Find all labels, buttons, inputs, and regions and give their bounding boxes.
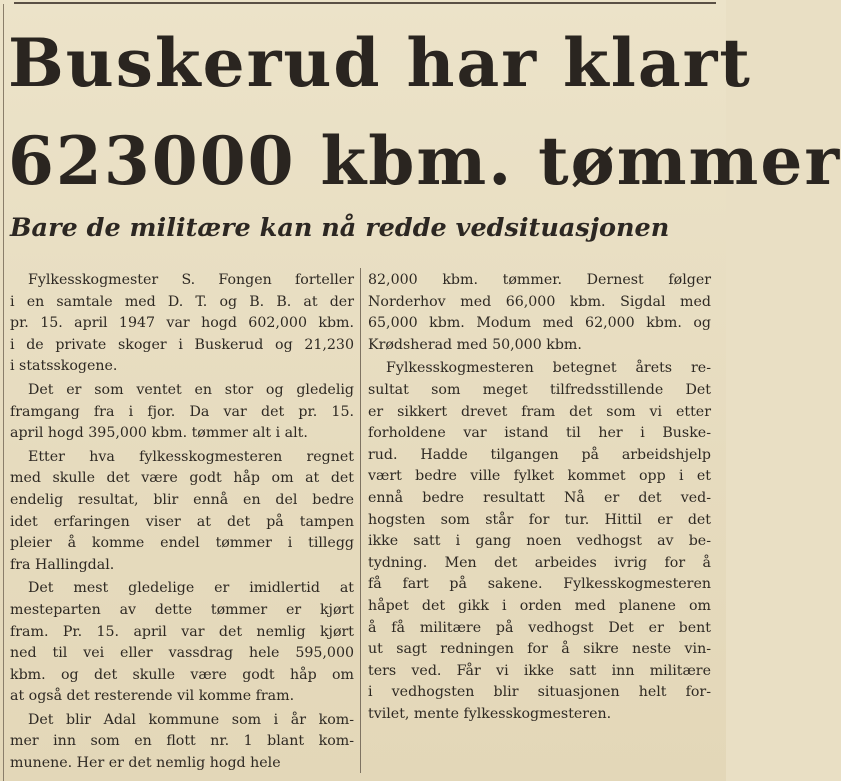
text-line: idet erfaringen viser at det på tampen (10, 513, 354, 530)
text-line: kbm. og det skulle være godt håp om (10, 666, 354, 683)
text-line: mesteparten av dette tømmer er kjørt (10, 601, 354, 618)
text-line: munene. Her er det nemlig hogd hele (10, 755, 281, 772)
text-line: forholdene var istand til her i Buske- (368, 425, 711, 442)
text-line: i de private skoger i Buskerud og 21,230 (10, 336, 354, 353)
text-line: i statsskogene. (10, 358, 118, 375)
text-line: endelig resultat, blir ennå en del bedre (10, 491, 354, 508)
text-line: tydning. Men det arbeides ivrig for å (368, 554, 711, 571)
text-line: tvilet, mente fylkesskogmesteren. (368, 705, 612, 722)
article-column-right (368, 270, 711, 725)
headline (8, 14, 841, 210)
text-line: Det blir Adal kommune som i år kom- (28, 711, 354, 728)
text-line: pr. 15. april 1947 var hogd 602,000 kbm. (10, 315, 354, 332)
text-line: rud. Hadde tilgangen på arbeidshjelp (368, 446, 711, 463)
paragraph (368, 270, 711, 356)
text-line: ikke satt i gang noen vedhogst av be- (368, 533, 711, 550)
text-line: ters ved. Får vi ikke satt inn militære (368, 662, 711, 679)
text-line: ut sagt redningen for å sikre neste vin- (368, 641, 711, 658)
text-line: ned til vei eller vassdrag hele 595,000 (10, 645, 354, 662)
text-line: å få militære på vedhogst Det er bent (368, 619, 711, 636)
headline-line-1: Buskerud har klart (8, 24, 752, 102)
text-line: vært bedre ville fylket kommet opp i et (368, 468, 711, 485)
headline-line-2: 623000 kbm. tømmer (8, 122, 841, 200)
text-line: sultat som meget tilfredsstillende Det (368, 381, 711, 398)
text-line: Fylkesskogmester S. Fongen forteller (28, 272, 354, 288)
text-line: Norderhov med 66,000 kbm. Sigdal med (368, 293, 711, 310)
text-line: april hogd 395,000 kbm. tømmer alt i alt. (10, 425, 308, 442)
text-line: er sikkert drevet fram det som vi etter (368, 403, 711, 420)
text-line: Det er som ventet en stor og gledelig (28, 381, 354, 398)
text-line: ennå bedre resultatt Nå er det ved- (368, 489, 711, 506)
text-line: fram. Pr. 15. april var det nemlig kjørt (10, 623, 354, 640)
text-line: Etter hva fylkesskogmesteren regnet (28, 448, 354, 465)
text-line: Fylkesskogmesteren betegnet årets re- (386, 360, 711, 377)
text-line: Krødsherad med 50,000 kbm. (368, 336, 582, 353)
text-line: få fart på sakene. Fylkesskogmesteren (368, 576, 711, 593)
paragraph (10, 578, 354, 708)
text-line: 65,000 kbm. Modum med 62,000 kbm. og (368, 315, 711, 332)
left-edge-rule (3, 4, 4, 781)
text-line: mer inn som en flott nr. 1 blant kom- (10, 733, 354, 750)
top-rule (14, 2, 716, 4)
paragraph (10, 270, 354, 378)
text-line: Det mest gledelige er imidlertid at (28, 580, 354, 597)
text-line: hogsten som står for tur. Hittil er det (368, 511, 711, 528)
paragraph (10, 380, 354, 445)
text-line: håpet det gikk i orden med planene om (368, 597, 711, 614)
text-line: fra Hallingdal. (10, 556, 115, 573)
subheadline: Bare de militære kan nå redde vedsituasjonen (10, 213, 670, 243)
text-line: i en samtale med D. T. og B. B. at der (10, 293, 354, 310)
text-line: 82,000 kbm. tømmer. Dernest følger (368, 272, 711, 288)
text-line: med skulle det være godt håp om at det (10, 470, 354, 487)
paragraph (368, 358, 711, 725)
text-line: at også det resterende vil komme fram. (10, 688, 295, 705)
text-line: pleier å komme endel tømmer i tillegg (10, 535, 354, 552)
text-line: framgang fra i fjor. Da var det pr. 15. (10, 403, 354, 420)
paragraph (10, 447, 354, 577)
paragraph (10, 710, 354, 775)
column-divider (360, 268, 361, 773)
article-column-left (10, 270, 354, 775)
text-line: i vedhogsten blir situasjonen helt for- (368, 684, 711, 701)
